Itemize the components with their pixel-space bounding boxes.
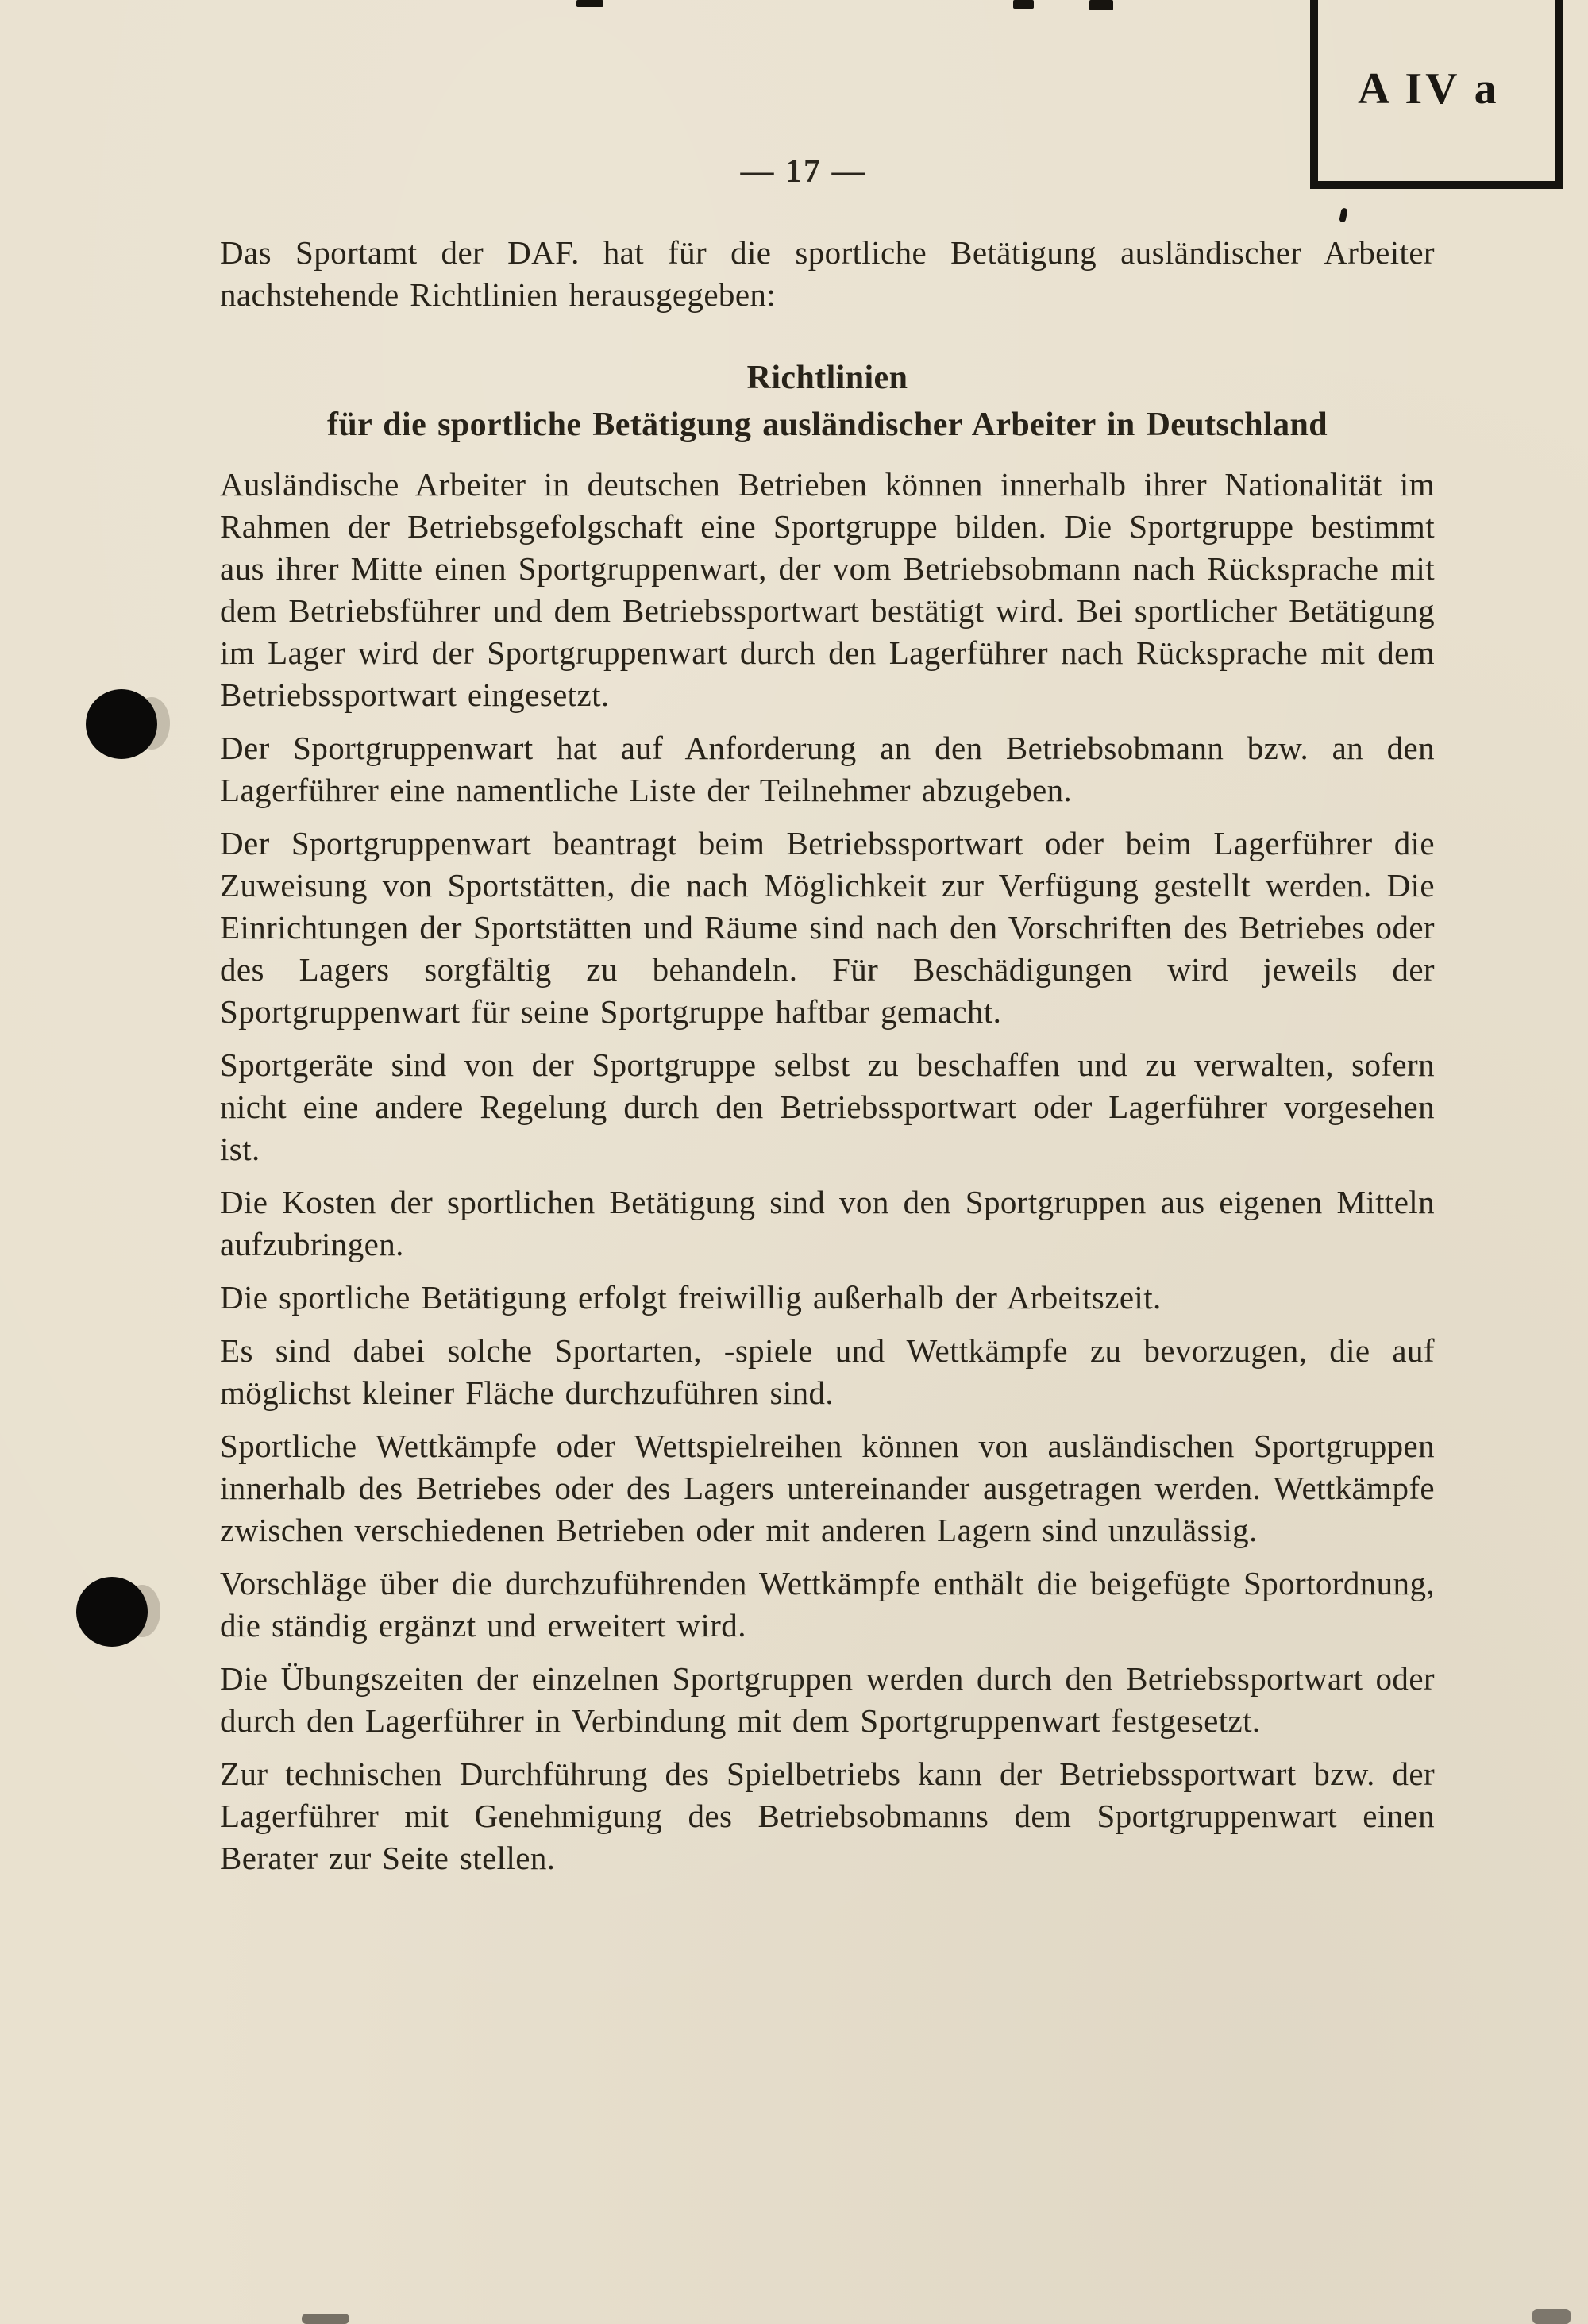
scan-artifact bbox=[1532, 2309, 1571, 2324]
document-title: Richtlinien bbox=[746, 360, 908, 396]
scan-artifact bbox=[302, 2314, 349, 2324]
text-column bbox=[220, 232, 1435, 1890]
body-paragraph: Ausländische Arbeiter in deutschen Betrieben können innerhalb ihrer Nationalität im Rahmen der Betriebsgefolgschaft eine Sportgruppe bilden. Die Sportgruppe bestimmt aus ihrer Mitte einen Sportgruppenwart, der vom Betriebsobmann nach Rücksprache mit dem Betriebsführer und dem Betriebssportwart bestätigt wird. Bei sportlicher Betätigung im Lager wird der Sportgruppenwart durch den Lagerführer nach Rücksprache mit dem Betriebssportwart eingesetzt. bbox=[220, 466, 1435, 713]
body-paragraph: Sportliche Wettkämpfe oder Wettspielreihen können von ausländischen Sportgruppen innerhalb des Betriebes oder des Lagers untereinander ausgetragen werden. Wettkämpfe zwischen verschiedenen Betrieben oder mit anderen Lagern sind unzulässig. bbox=[220, 1428, 1435, 1548]
body-paragraph: Vorschläge über die durchzuführenden Wettkämpfe enthält die beigefügte Sportordnung, die ständig ergänzt und erweitert wird. bbox=[220, 1565, 1435, 1644]
body-paragraph: Die sportliche Betätigung erfolgt freiwillig außerhalb der Arbeitszeit. bbox=[220, 1279, 1162, 1316]
corner-label: A IV a bbox=[1358, 64, 1500, 114]
body-paragraph: Es sind dabei solche Sportarten, -spiele und Wettkämpfe zu bevorzugen, die auf möglichst kleiner Fläche durchzuführen sind. bbox=[220, 1332, 1435, 1411]
scan-artifact bbox=[1089, 0, 1113, 10]
document-subtitle: für die sportliche Betätigung ausländischer Arbeiter in Deutschland bbox=[326, 407, 1328, 443]
hole-punch-bottom bbox=[76, 1577, 148, 1647]
intro-paragraph: Das Sportamt der DAF. hat für die sportliche Betätigung ausländischer Arbeiter nachstehende Richtlinien herausgegeben: bbox=[220, 234, 1435, 313]
scan-artifact bbox=[576, 0, 603, 7]
body-paragraph: Der Sportgruppenwart beantragt beim Betriebssportwart oder beim Lagerführer die Zuweisung von Sportstätten, die nach Möglichkeit zur Verfügung gestellt werden. Die Einrichtungen der Sportstätten und Räume sind nach den Vorschriften des Betriebes oder des Lagers sorgfältig zu behandeln. Für Beschädigungen wird jeweils der Sportgruppenwart für seine Sportgruppe haftbar gemacht. bbox=[220, 825, 1435, 1030]
body-paragraph: Die Kosten der sportlichen Betätigung sind von den Sportgruppen aus eigenen Mitteln aufzubringen. bbox=[220, 1184, 1435, 1262]
scan-artifact bbox=[1339, 207, 1348, 222]
hole-punch-top bbox=[86, 689, 157, 759]
body-paragraph: Der Sportgruppenwart hat auf Anforderung an den Betriebsobmann bzw. an den Lagerführer eine namentliche Liste der Teilnehmer abzugeben. bbox=[220, 730, 1435, 808]
body-paragraph: Sportgeräte sind von der Sportgruppe selbst zu beschaffen und zu verwalten, sofern nicht eine andere Regelung durch den Betriebssportwart oder Lagerführer vorgesehen ist. bbox=[220, 1046, 1435, 1167]
body-paragraph: Die Übungszeiten der einzelnen Sportgruppen werden durch den Betriebssportwart oder durch den Lagerführer in Verbindung mit dem Sportgruppenwart festgesetzt. bbox=[220, 1660, 1435, 1739]
page-number: — 17 — bbox=[740, 153, 867, 190]
body-paragraph: Zur technischen Durchführung des Spielbetriebs kann der Betriebssportwart bzw. der Lagerführer mit Genehmigung des Betriebsobmanns dem Sportgruppenwart einen Berater zur Seite stellen. bbox=[220, 1756, 1435, 1876]
scan-artifact bbox=[1013, 0, 1034, 9]
